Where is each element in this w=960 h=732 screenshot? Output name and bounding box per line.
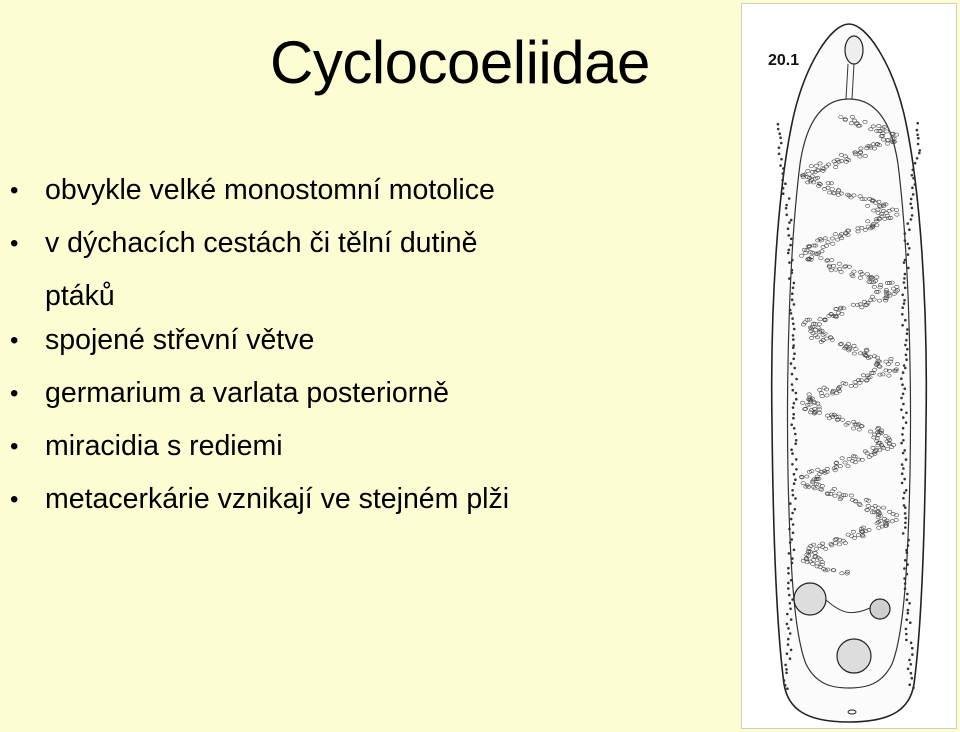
vitelline-dot (903, 302, 906, 305)
bullet-text: miracidia s rediemi (45, 430, 283, 462)
vitelline-dot (914, 183, 917, 186)
vitelline-dot (780, 158, 783, 161)
vitelline-dot (911, 214, 914, 217)
vitelline-dot (908, 228, 911, 231)
vitelline-dot (787, 227, 790, 230)
vitelline-dot (777, 123, 780, 126)
vitelline-dot (791, 463, 794, 466)
vitelline-dot (906, 593, 909, 596)
vitelline-dot (788, 552, 791, 555)
vitelline-dot (916, 157, 919, 160)
vitelline-dot (795, 398, 798, 401)
vitelline-dot (785, 207, 788, 210)
vitelline-dot (793, 367, 796, 370)
bullet-text: metacerkárie vznikají ve stejném plži (45, 483, 510, 515)
vitelline-dot (778, 146, 781, 149)
vitelline-dot (903, 281, 906, 284)
vitelline-dot (793, 427, 796, 430)
vitelline-dot (904, 259, 907, 262)
vitelline-dot (792, 389, 795, 392)
bullet-text: spojené střevní větve (45, 324, 315, 356)
vitelline-dot (910, 198, 913, 201)
vitelline-dot (902, 427, 905, 430)
vitelline-dot (779, 164, 782, 167)
vitelline-dot (904, 517, 907, 520)
bullet-dot-icon: • (10, 230, 19, 257)
vitelline-dot (905, 354, 908, 357)
vitelline-dot (790, 219, 793, 222)
vitelline-dot (788, 277, 791, 280)
vitelline-dot (794, 497, 797, 500)
vitelline-dot (907, 668, 910, 671)
vitelline-dot (793, 549, 796, 552)
vitelline-dot (782, 172, 785, 175)
vitelline-dot (911, 207, 914, 210)
vitelline-dot (790, 448, 793, 451)
vitelline-dot (791, 373, 794, 376)
vitelline-dot (903, 449, 906, 452)
vitelline-dot (910, 218, 913, 221)
vitelline-dot (904, 273, 907, 276)
vitelline-dot (906, 573, 909, 576)
vitelline-dot (793, 328, 796, 331)
vitelline-dot (789, 502, 792, 505)
vitelline-dot (903, 387, 906, 390)
vitelline-dot (918, 152, 921, 155)
vitelline-dot (781, 179, 784, 182)
vitelline-dot (785, 204, 788, 207)
vitelline-dot (787, 638, 790, 641)
vitelline-dot (795, 458, 798, 461)
vitelline-dot (906, 332, 909, 335)
vitelline-dot (905, 633, 908, 636)
vitelline-dot (789, 657, 792, 660)
vitelline-dot (903, 567, 906, 570)
vitelline-dot (792, 338, 795, 341)
vitelline-dot (900, 377, 903, 380)
vitelline-dot (916, 122, 919, 125)
vitelline-dot (791, 317, 794, 320)
bullet-dot-icon: • (10, 380, 19, 407)
vitelline-dot (787, 582, 790, 585)
vitelline-dot (790, 238, 793, 241)
vitelline-dot (791, 383, 794, 386)
vitelline-dot (782, 192, 785, 195)
vitelline-dot (790, 362, 793, 365)
vitelline-dot (901, 433, 904, 436)
bullet-text-continued: ptáků (45, 280, 115, 312)
vitelline-dot (790, 312, 793, 315)
vitelline-dot (904, 506, 907, 509)
vitelline-dot (907, 539, 910, 542)
vitelline-dot (791, 452, 794, 455)
vitelline-dot (901, 294, 904, 297)
ovary-shape (870, 599, 890, 619)
vitelline-dot (790, 423, 793, 426)
vitelline-dot (792, 334, 795, 337)
vitelline-dot (902, 403, 905, 406)
vitelline-dot (788, 528, 791, 531)
vitelline-dot (784, 664, 787, 667)
vitelline-dot (900, 397, 903, 400)
vitelline-dot (902, 497, 905, 500)
vitelline-dot (904, 587, 907, 590)
vitelline-dot (777, 128, 780, 131)
vitelline-dot (901, 482, 904, 485)
vitelline-dot (911, 653, 914, 656)
vitelline-dot (794, 478, 797, 481)
vitelline-dot (787, 587, 790, 590)
testis-anterior-shape (794, 583, 826, 615)
vitelline-dot (905, 358, 908, 361)
vitelline-dot (911, 647, 914, 650)
vitelline-dot (792, 406, 795, 409)
vitelline-dot (908, 659, 911, 662)
vitelline-dot (908, 683, 911, 686)
vitelline-dot (917, 143, 920, 146)
bullet-dot-icon: • (10, 486, 19, 513)
vitelline-dot (791, 489, 794, 492)
vitelline-dot (787, 572, 790, 575)
vitelline-dot (791, 557, 794, 560)
vitelline-dot (778, 153, 781, 156)
vitelline-dot (793, 473, 796, 476)
vitelline-dot (911, 677, 914, 680)
vitelline-dot (792, 413, 795, 416)
fluke-illustration-figure (741, 3, 957, 729)
vitelline-dot (906, 563, 909, 566)
vitelline-dot (779, 136, 782, 139)
vitelline-dot (790, 518, 793, 521)
vitelline-dot (785, 672, 788, 675)
vitelline-dot (788, 234, 791, 237)
vitelline-dot (789, 608, 792, 611)
vitelline-dot (794, 433, 797, 436)
vitelline-dot (909, 621, 912, 624)
vitelline-dot (905, 639, 908, 642)
slide-title: Cyclocoeliidae (270, 29, 650, 96)
testis-posterior-shape (837, 639, 871, 673)
vitelline-dot (785, 668, 788, 671)
vitelline-dot (912, 193, 915, 196)
vitelline-dot (904, 232, 907, 235)
vitelline-dot (788, 221, 791, 224)
vitelline-dot (795, 439, 798, 442)
vitelline-dot (906, 598, 909, 601)
vitelline-dot (914, 162, 917, 165)
vitelline-dot (778, 132, 781, 135)
vitelline-dot (902, 452, 905, 455)
vitelline-dot (904, 582, 907, 585)
vitelline-dot (905, 421, 908, 424)
vitelline-dot (905, 618, 908, 621)
vitelline-dot (789, 541, 792, 544)
vitelline-dot (907, 267, 910, 270)
vitelline-dot (792, 494, 795, 497)
vitelline-dot (787, 252, 790, 255)
vitelline-dot (795, 468, 798, 471)
vitelline-dot (907, 609, 910, 612)
vitelline-dot (903, 261, 906, 264)
vitelline-dot (791, 298, 794, 301)
vitelline-dot (907, 222, 910, 225)
fluke-drawing (742, 4, 956, 728)
vitelline-dot (901, 383, 904, 386)
vitelline-dot (901, 306, 904, 309)
vitelline-dot (793, 303, 796, 306)
vitelline-dot (906, 348, 909, 351)
vitelline-dot (903, 299, 906, 302)
vitelline-dot (787, 643, 790, 646)
vitelline-dot (789, 602, 792, 605)
vitelline-dot (792, 346, 795, 349)
vitelline-dot (904, 287, 907, 290)
vitelline-dot (790, 618, 793, 621)
vitelline-dot (788, 197, 791, 200)
vitelline-dot (786, 687, 789, 690)
pharynx-shape (845, 36, 863, 64)
vitelline-dot (906, 243, 909, 246)
vitelline-dot (905, 339, 908, 342)
vitelline-dot (905, 412, 908, 415)
vitelline-dot (910, 642, 913, 645)
vitelline-dot (789, 309, 792, 312)
vitelline-dot (902, 467, 905, 470)
vitelline-dot (900, 442, 903, 445)
vitelline-dot (905, 549, 908, 552)
vitelline-dot (908, 602, 911, 605)
vitelline-dot (792, 417, 795, 420)
vitelline-dot (903, 364, 906, 367)
vitelline-dot (791, 292, 794, 295)
vitelline-dot (912, 687, 915, 690)
vitelline-dot (906, 328, 909, 331)
bullet-text: germarium a varlata posteriorně (45, 377, 449, 409)
vitelline-dot (907, 253, 910, 256)
vitelline-dot (903, 577, 906, 580)
vitelline-dot (786, 623, 789, 626)
vitelline-dot (791, 271, 794, 274)
vitelline-dot (904, 512, 907, 515)
vitelline-dot (900, 408, 903, 411)
vitelline-dot (907, 612, 910, 615)
vitelline-dot (901, 324, 904, 327)
vitelline-dot (917, 137, 920, 140)
vitelline-dot (903, 504, 906, 507)
vitelline-dot (902, 393, 905, 396)
vitelline-dot (791, 538, 794, 541)
vitelline-dot (903, 492, 906, 495)
vitelline-dot (790, 649, 793, 652)
vitelline-dot (789, 632, 792, 635)
vitelline-dot (792, 532, 795, 535)
vitelline-dot (784, 182, 787, 185)
vitelline-dot (904, 522, 907, 525)
vitelline-dot (916, 129, 919, 132)
vitelline-dot (909, 203, 912, 206)
bullet-dot-icon: • (10, 177, 19, 204)
vitelline-dot (785, 214, 788, 217)
vitelline-dot (784, 684, 787, 687)
vitelline-dot (911, 187, 914, 190)
vitelline-dot (786, 652, 789, 655)
vitelline-dot (795, 392, 798, 395)
vitelline-dot (903, 478, 906, 481)
vitelline-dot (788, 261, 791, 264)
vitelline-dot (910, 663, 913, 666)
vitelline-dot (907, 544, 910, 547)
vitelline-dot (790, 579, 793, 582)
vitelline-dot (912, 169, 915, 172)
vitelline-dot (904, 344, 907, 347)
vitelline-dot (919, 149, 922, 152)
vitelline-dot (791, 562, 794, 565)
vitelline-dot (902, 532, 905, 535)
vitelline-dot (787, 567, 790, 570)
vitelline-dot (905, 458, 908, 461)
vitelline-dot (901, 463, 904, 466)
vitelline-dot (792, 523, 795, 526)
vitelline-dot (904, 367, 907, 370)
vitelline-dot (792, 323, 795, 326)
vitelline-dot (792, 358, 795, 361)
vitelline-dot (910, 672, 913, 675)
vitelline-dot (795, 378, 798, 381)
vitelline-dot (904, 559, 907, 562)
vitelline-dot (902, 371, 905, 374)
bullet-dot-icon: • (10, 433, 19, 460)
vitelline-dot (788, 249, 791, 252)
vitelline-dot (904, 239, 907, 242)
vitelline-dot (792, 344, 795, 347)
vitelline-dot (901, 472, 904, 475)
vitelline-dot (902, 439, 905, 442)
vitelline-dot (783, 679, 786, 682)
vitelline-dot (905, 489, 908, 492)
vitelline-dot (794, 508, 797, 511)
vitelline-dot (794, 442, 797, 445)
vitelline-dot (912, 177, 915, 180)
vitelline-dot (782, 187, 785, 190)
vitelline-dot (793, 352, 796, 355)
vitelline-dot (787, 627, 790, 630)
vitelline-dot (793, 282, 796, 285)
vitelline-dot (791, 269, 794, 272)
bullet-text: obvykle velké monostomní motolice (45, 174, 495, 206)
bullet-text: v dýchacích cestách či tělní dutině (45, 227, 478, 259)
vitelline-dot (916, 134, 919, 137)
vitelline-dot (793, 402, 796, 405)
vitelline-dot (780, 142, 783, 145)
vitelline-dot (904, 319, 907, 322)
vitelline-dot (793, 482, 796, 485)
vitelline-dot (911, 174, 914, 177)
vitelline-dot (904, 526, 907, 529)
vitelline-dot (908, 247, 911, 250)
vitelline-dot (903, 277, 906, 280)
vitelline-dot (782, 167, 785, 170)
vitelline-dot (792, 287, 795, 290)
vitelline-dot (906, 551, 909, 554)
vitelline-dot (786, 613, 789, 616)
vitelline-dot (901, 313, 904, 316)
figure-label: 20.1 (768, 52, 800, 69)
vitelline-dot (789, 244, 792, 247)
vitelline-dot (788, 594, 791, 597)
vitelline-dot (902, 416, 905, 419)
vitelline-dot (791, 512, 794, 515)
vitelline-dot (791, 259, 794, 262)
bullet-dot-icon: • (10, 327, 19, 354)
vitelline-dot (905, 628, 908, 631)
